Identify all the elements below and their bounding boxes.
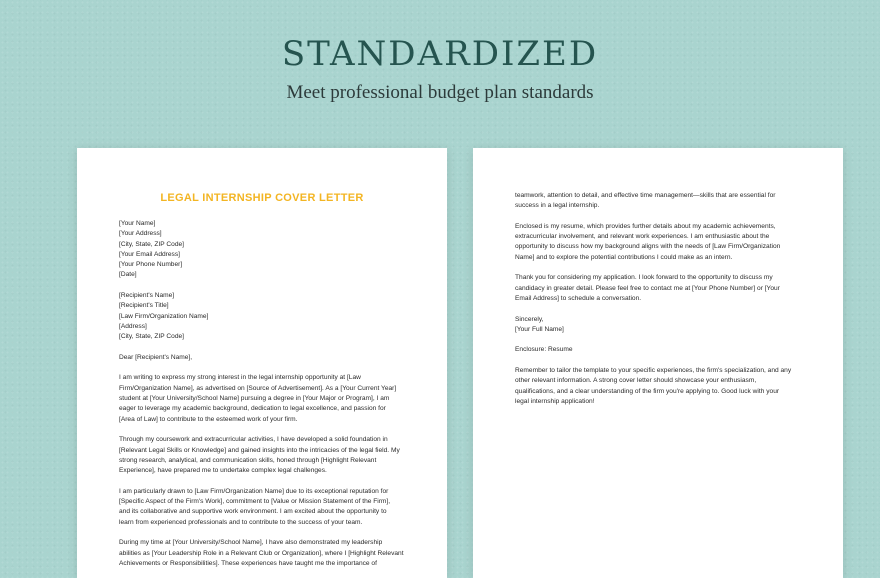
sender-line: [Your Phone Number] bbox=[119, 261, 183, 269]
sender-line: [Your Email Address] bbox=[119, 250, 180, 258]
paragraph-line: During my time at [Your University/School Name], I have also demonstrated my leadership bbox=[119, 539, 383, 547]
paragraph-line: Email Address] to schedule a conversation. bbox=[515, 294, 642, 302]
paragraph bbox=[119, 487, 409, 528]
sender-block bbox=[119, 219, 409, 281]
paragraph-line: eager to leverage my academic background, dedication to legal excellence, and passion for bbox=[119, 405, 386, 413]
closing-line: Sincerely, bbox=[515, 315, 544, 323]
paragraph-line: Achievements or Responsibilities]. These experiences have taught me the importance of bbox=[119, 559, 377, 567]
subline: Meet professional budget plan standards bbox=[286, 82, 594, 103]
closing-line: [Your Full Name] bbox=[515, 325, 564, 333]
paragraph-line: [Specific Aspect of the Firm's Work], commitment to [Value or Mission Statement of the Firm], bbox=[119, 498, 391, 506]
letter-body-page-1 bbox=[119, 219, 409, 578]
paragraph-line: Enclosure: Resume bbox=[515, 346, 573, 354]
paragraph-line: Thank you for considering my application. I look forward to the opportunity to discuss my bbox=[515, 274, 773, 282]
paragraph-line: [Relevant Legal Skills or Knowledge] and gained insights into the intricacies of the legal field. My bbox=[119, 446, 400, 454]
recipient-line: [Law Firm/Organization Name] bbox=[119, 312, 209, 320]
paragraph-line: I am particularly drawn to [Law Firm/Organization Name] due to its exceptional reputation for bbox=[119, 487, 389, 495]
document-page-1 bbox=[77, 148, 447, 578]
closing-block bbox=[515, 315, 805, 336]
paragraph-line: teamwork, attention to detail, and effective time management—skills that are essential for bbox=[515, 192, 776, 199]
paragraph-line: Through my coursework and extracurricular activities, I have developed a solid foundation in bbox=[119, 436, 388, 444]
paragraph-line: extracurricular involvement, and relevant work experiences. I am enthusiastic about the bbox=[515, 233, 770, 241]
paragraph bbox=[119, 435, 409, 476]
paragraph-line: Remember to tailor the template to your specific experiences, the firm's specialization, and any bbox=[515, 367, 792, 375]
recipient-line: [Address] bbox=[119, 322, 147, 330]
paragraph bbox=[515, 273, 805, 304]
paragraph bbox=[119, 538, 409, 569]
recipient-line: [Recipient's Name] bbox=[119, 292, 175, 300]
paragraph-line: legal internship application! bbox=[515, 397, 595, 405]
recipient-line: [City, State, ZIP Code] bbox=[119, 333, 184, 341]
sender-line: [Your Name] bbox=[119, 220, 156, 227]
paragraph-line: success in a legal internship. bbox=[515, 202, 600, 210]
salutation: Dear [Recipient's Name], bbox=[119, 353, 193, 361]
document-page-2 bbox=[473, 148, 843, 578]
paragraph-line: candidacy in greater detail. Please feel free to contact me at [Your Phone Number] or [Your bbox=[515, 284, 780, 292]
document-title: LEGAL INTERNSHIP COVER LETTER bbox=[160, 192, 364, 204]
paragraph-line: student at [Your University/School Name] pursuing a degree in [Your Major or Program], I am bbox=[119, 395, 390, 403]
paragraph-line: Enclosed is my resume, which provides further details about my academic achievements, bbox=[515, 222, 776, 230]
headline: STANDARDIZED bbox=[281, 34, 599, 74]
paragraph-line: strong research, analytical, and communication skills, honed through [Highlight Relevant bbox=[119, 456, 377, 464]
paragraph bbox=[515, 191, 805, 212]
paragraph-line: qualifications, and a clear understanding of the firm you're applying to. Good luck with your bbox=[515, 387, 780, 395]
paragraph-line: abilities as [Your Leadership Role in a Relevant Club or Organization], where I [Highlight Relevant bbox=[119, 549, 404, 557]
enclosure-line bbox=[515, 345, 805, 355]
paragraph-line: Name] and to explore the potential contributions I could make as an intern. bbox=[515, 253, 733, 261]
paragraph-line: learn from experienced professionals and to contribute to the success of your team. bbox=[119, 518, 363, 526]
paragraph-line: I am writing to express my strong interest in the legal internship opportunity at [Law bbox=[119, 374, 361, 382]
paragraph bbox=[119, 373, 409, 424]
paragraph-line: [Area of Law] to contribute to the esteemed work of your firm. bbox=[119, 415, 298, 423]
sender-line: [Your Address] bbox=[119, 230, 162, 238]
paragraph-line: Firm/Organization Name], as advertised on [Source of Advertisement]. As a [Your Current Year] bbox=[119, 384, 397, 392]
paragraph-line: and its collaborative and supportive work environment. I am excited about the opportunity to bbox=[119, 508, 387, 516]
paragraph bbox=[515, 366, 805, 407]
recipient-line: [Recipient's Title] bbox=[119, 302, 169, 310]
paragraph-line: Experience], have prepared me to undertake complex legal challenges. bbox=[119, 467, 327, 475]
paragraph bbox=[515, 222, 805, 263]
paragraph-line: other relevant information. A strong cover letter should showcase your enthusiasm, bbox=[515, 377, 757, 385]
recipient-block bbox=[119, 291, 409, 342]
sender-line: [City, State, ZIP Code] bbox=[119, 240, 184, 248]
paragraph-line: opportunity to discuss how my background aligns with the needs of [Law Firm/Organization bbox=[515, 243, 781, 251]
letter-body-page-2 bbox=[515, 191, 805, 418]
sender-line: [Date] bbox=[119, 271, 137, 279]
